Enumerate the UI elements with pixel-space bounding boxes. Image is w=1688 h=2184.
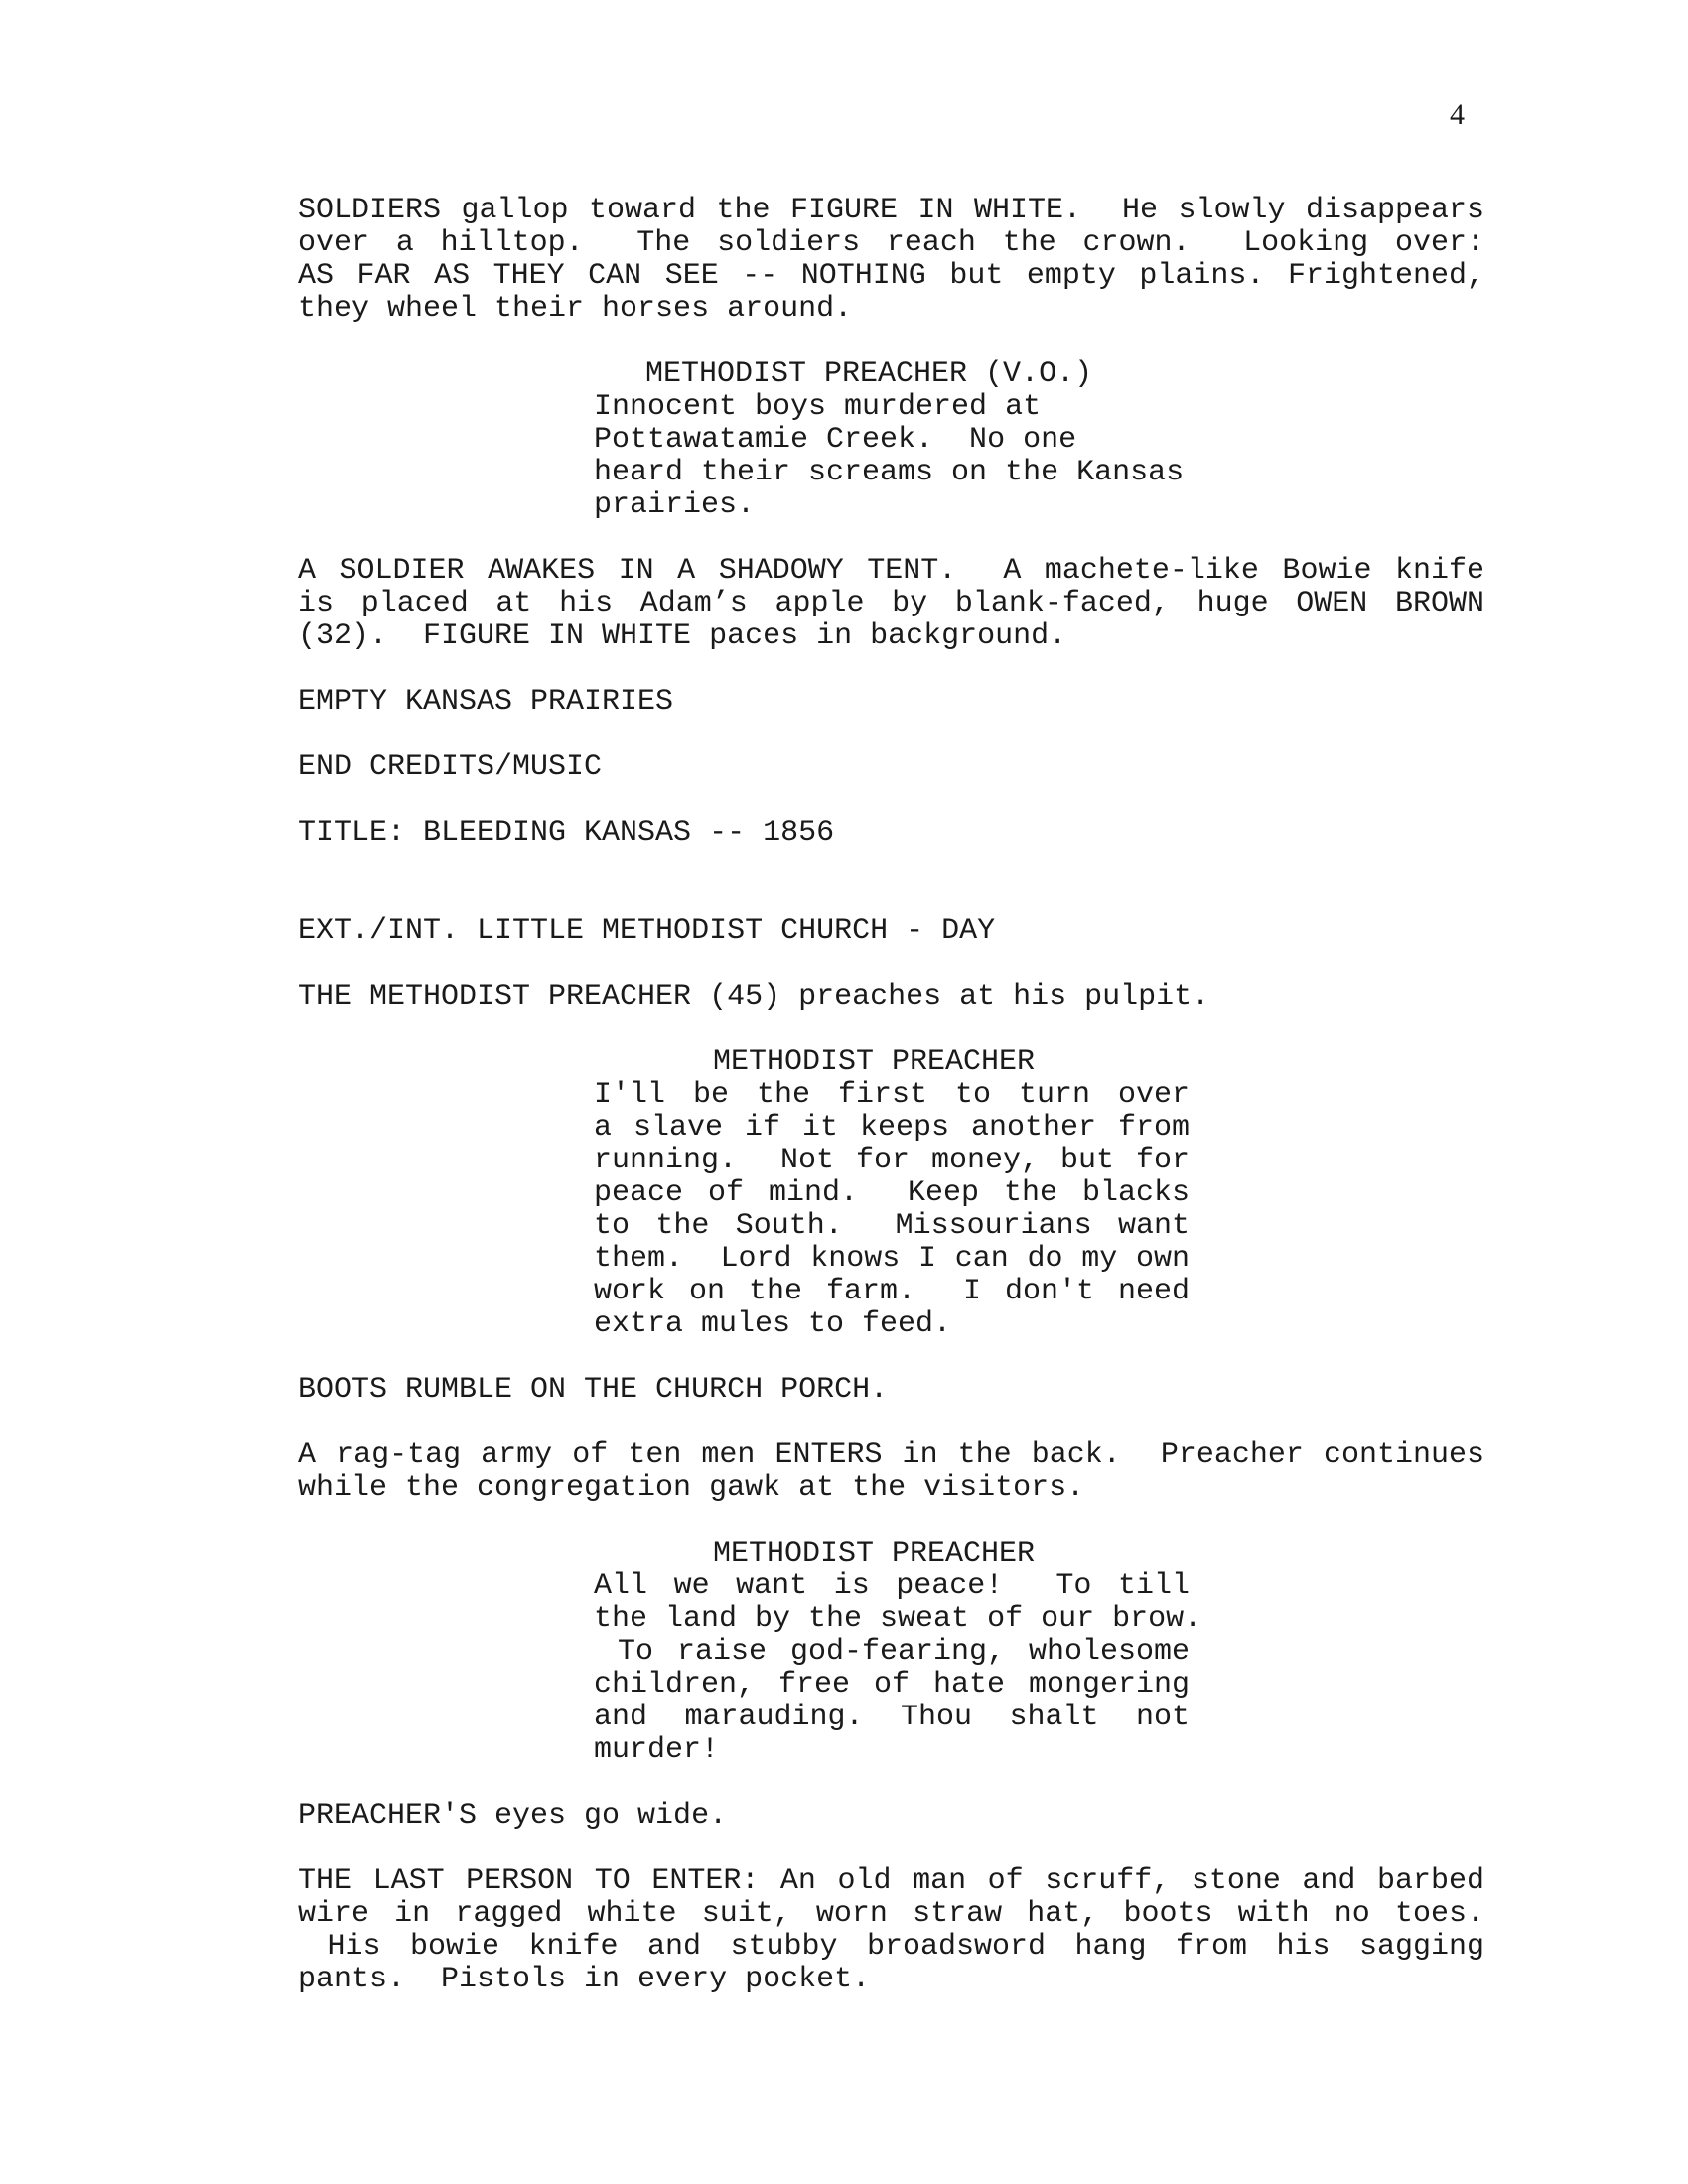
action-line: A SOLDIER AWAKES IN A SHADOWY TENT. A machete-like Bowie knife [298,554,1484,588]
dialogue-line: heard their screams on the Kansas [594,456,1185,489]
action-line: (32). FIGURE IN WHITE paces in background. [298,619,1067,653]
action-line: THE METHODIST PREACHER (45) preaches at his pulpit. [298,980,1210,1014]
dialogue-line: All we want is peace! To till [594,1570,1190,1603]
character-name: METHODIST PREACHER [713,1045,1036,1079]
dialogue-line: a slave if it keeps another from [594,1111,1190,1145]
dialogue-line: murder! [594,1733,720,1767]
dialogue-line: Pottawatamie Creek. No one [594,423,1077,457]
action-line: over a hilltop. The soldiers reach the crown. Looking over: [298,226,1484,260]
dialogue-line: peace of mind. Keep the blacks [594,1176,1190,1210]
action-line: THE LAST PERSON TO ENTER: An old man of scruff, stone and barbed [298,1864,1484,1898]
action-line: PREACHER'S eyes go wide. [298,1799,728,1833]
dialogue-line: extra mules to feed. [594,1307,952,1341]
scene-text: END CREDITS/MUSIC [298,751,603,784]
dialogue-line: prairies. [594,488,756,522]
dialogue-line: Innocent boys murdered at [594,390,1042,424]
dialogue-line: I'll be the first to turn over [594,1078,1190,1112]
dialogue-line: children, free of hate mongering [594,1668,1190,1702]
character-name: METHODIST PREACHER (V.O.) [645,357,1093,391]
dialogue-line: work on the farm. I don't need [594,1275,1190,1308]
dialogue-line: to the South. Missourians want [594,1209,1190,1243]
character-name: METHODIST PREACHER [713,1537,1036,1570]
dialogue-line: To raise god-fearing, wholesome [594,1635,1190,1669]
action-line: BOOTS RUMBLE ON THE CHURCH PORCH. [298,1373,889,1407]
action-line: A rag-tag army of ten men ENTERS in the back. Preacher continues [298,1438,1484,1472]
dialogue-line: and marauding. Thou shalt not [594,1701,1190,1734]
dialogue-line: running. Not for money, but for [594,1144,1190,1177]
action-line: while the congregation gawk at the visitors. [298,1471,1085,1505]
action-line: His bowie knife and stubby broadsword hang from his sagging [298,1930,1484,1964]
action-line: SOLDIERS gallop toward the FIGURE IN WHITE. He slowly disappears [298,194,1484,227]
dialogue-line: them. Lord knows I can do my own [594,1242,1190,1276]
action-line: is placed at his Adam’s apple by blank-faced, huge OWEN BROWN [298,587,1484,620]
page-number: 4 [1450,98,1465,131]
action-line: AS FAR AS THEY CAN SEE -- NOTHING but empty plains. Frightened, [298,259,1484,293]
action-line: pants. Pistols in every pocket. [298,1963,871,1996]
dialogue-line: the land by the sweat of our brow. [594,1602,1202,1636]
action-line: wire in ragged white suit, worn straw hat, boots with no toes. [298,1897,1484,1931]
scene-title: TITLE: BLEEDING KANSAS -- 1856 [298,816,835,850]
scene-text: EMPTY KANSAS PRAIRIES [298,685,674,719]
scene-heading: EXT./INT. LITTLE METHODIST CHURCH - DAY [298,914,996,948]
action-line: they wheel their horses around. [298,292,853,326]
